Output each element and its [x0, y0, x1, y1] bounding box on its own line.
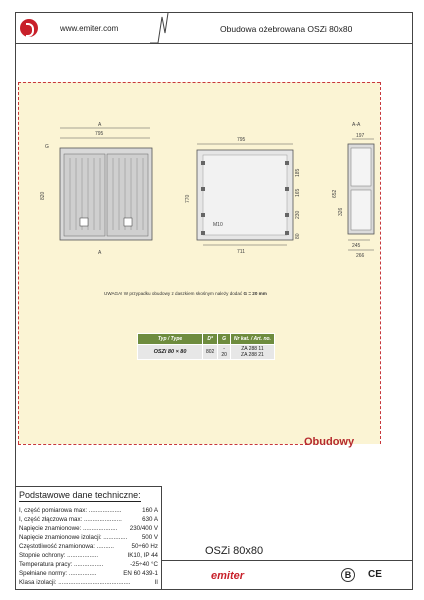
spec-value: 630 A: [142, 516, 158, 523]
dashed-border-right: [380, 82, 381, 444]
spec-value: -25÷40 °C: [130, 561, 158, 568]
cell-d: 802: [203, 345, 218, 360]
spec-value: 500 V: [141, 534, 158, 541]
side-view-drawing: [185, 135, 315, 260]
spec-row: [19, 552, 158, 559]
brand-logo: emiter: [211, 570, 245, 582]
cell-g-2: 20: [221, 352, 227, 358]
spec-value: IK10, IP 44: [127, 552, 158, 559]
emiter-logo-icon: [20, 19, 38, 37]
header-divider: [150, 13, 174, 43]
note-bold: G = 20 mm: [243, 291, 267, 296]
spec-label: Spełniane normy: ................: [19, 570, 97, 577]
spec-label: Napięcie znamionowe izolacji: ..............: [19, 534, 128, 541]
spec-label: I, część złączowa max: ......................: [19, 516, 122, 523]
section-aa-drawing: [330, 120, 380, 265]
cell-type: OSZi 80 × 80: [138, 345, 203, 360]
side-dim-2: 165: [295, 188, 301, 197]
spec-row: [19, 561, 158, 568]
spec-row: [19, 525, 158, 532]
model-name: OSZi 80x80: [205, 545, 264, 557]
side-width-dim: 795: [237, 137, 246, 143]
g-dim: G: [45, 144, 49, 150]
aa-height-dim: 652: [332, 189, 338, 198]
note-prefix: UWAGA! W przypadku obudowy z daszkiem skośnym należy dodać: [104, 291, 244, 296]
aa-mid-dim: 326: [338, 207, 344, 216]
specs-title: Podstawowe dane techniczne:: [19, 490, 141, 500]
spec-value: 160 A: [142, 507, 158, 514]
section-a-label-top: A: [98, 122, 102, 128]
front-view-drawing: [40, 118, 170, 258]
cell-art-2: ZA 288 21: [241, 352, 264, 358]
b-certification-icon: B: [341, 568, 355, 582]
spec-value: II: [154, 579, 158, 586]
dashed-border-bottom: [18, 444, 308, 445]
spec-label: I, część pomiarowa max: ...................: [19, 507, 122, 514]
cell-art: [230, 345, 274, 360]
footer-divider: [162, 560, 413, 561]
header: [16, 13, 412, 44]
table-row: [138, 345, 275, 360]
spec-value: 230/400 V: [129, 525, 158, 532]
ce-mark-icon: CE: [368, 569, 382, 580]
spec-label: Temperatura pracy: .................: [19, 561, 104, 568]
hole-span-dim: 711: [237, 249, 245, 255]
cell-g-1: -: [223, 346, 225, 352]
website-url[interactable]: www.emiter.com: [60, 24, 119, 33]
spec-row: [19, 534, 158, 541]
spec-row: [19, 516, 158, 523]
aa-bottom-dim-1: 245: [352, 243, 361, 249]
dashed-border-top: [18, 82, 380, 83]
front-width-dim: 795: [95, 131, 104, 137]
side-dim-4: 80: [295, 233, 301, 239]
side-dim-3: 230: [295, 210, 301, 219]
note-text: [104, 291, 267, 296]
col-g: G: [218, 334, 231, 345]
section-a-label-bottom: A: [98, 250, 102, 256]
document-title: Obudowa ożebrowana OSZi 80x80: [220, 24, 353, 34]
col-art: Nr kat. / Art. no.: [230, 334, 274, 345]
cell-art-1: ZA 288 11: [241, 346, 264, 352]
col-d: D*: [203, 334, 218, 345]
section-label: Obudowy: [304, 436, 355, 448]
spec-row: [19, 579, 158, 586]
aa-label: A-A: [352, 122, 361, 128]
spec-label: Stopnie ochrony: ..................: [19, 552, 99, 559]
side-dim-1: 185: [295, 168, 301, 177]
spec-row: [19, 507, 158, 514]
spec-row: [19, 570, 158, 577]
spec-value: EN 60 439-1: [123, 570, 158, 577]
product-table: [137, 333, 275, 360]
front-height-dim: 820: [40, 191, 46, 200]
spec-row: [19, 543, 158, 550]
cell-g: [218, 345, 231, 360]
aa-top-dim: 197: [356, 133, 365, 139]
specs-panel: [15, 486, 162, 590]
col-type: Typ / Type: [138, 334, 203, 345]
dashed-border-left: [18, 82, 19, 444]
spec-label: Częstotliwość znamionowa: ..........: [19, 543, 114, 550]
spec-label: Klasa izolacji: ..........................................: [19, 579, 131, 586]
spec-value: 50÷60 Hz: [131, 543, 158, 550]
hole-label: M10: [213, 222, 223, 228]
side-height-dim: 770: [185, 194, 191, 203]
aa-bottom-dim-2: 266: [356, 253, 365, 259]
spec-label: Napięcie znamionowe: ....................: [19, 525, 118, 532]
